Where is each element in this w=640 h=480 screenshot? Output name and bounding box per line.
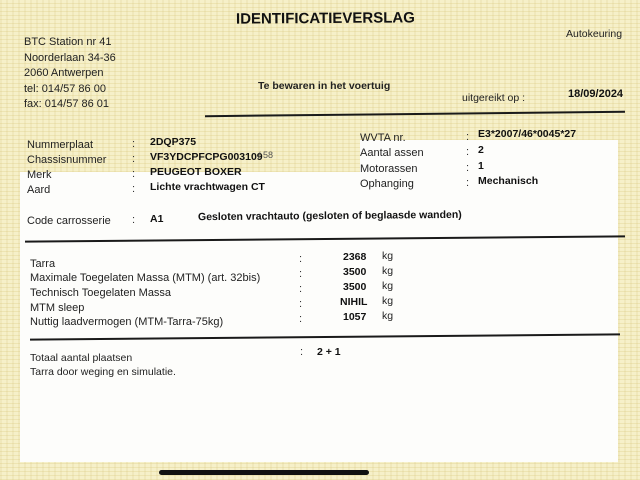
value-brand: PEUGEOT BOXER: [150, 166, 242, 178]
unit-tare: kg: [382, 250, 394, 262]
unit-technical-mass: kg: [382, 280, 394, 292]
colon: :: [299, 253, 303, 265]
value-towing-mass: NIHIL: [340, 296, 368, 308]
value-body-description: Gesloten vrachtauto (gesloten of beglaasde wanden): [197, 208, 462, 224]
value-axles: 2: [478, 144, 484, 156]
label-plate: Nummerplaat: [27, 139, 94, 151]
colon: :: [466, 146, 470, 158]
notice-text: Te bewaren in het voertuig: [258, 80, 391, 92]
colon: :: [132, 138, 136, 150]
issued-label: uitgereikt op :: [462, 92, 526, 104]
label-suspension: Ophanging: [360, 178, 414, 190]
label-kind: Aard: [27, 184, 51, 196]
value-kind: Lichte vrachtwagen CT: [150, 181, 265, 193]
value-drive-axles: 1: [478, 160, 484, 172]
label-payload: Nuttig laadvermogen (MTM-Tarra-75kg): [30, 316, 224, 328]
label-chassis: Chassisnummer: [27, 154, 107, 166]
colon: :: [132, 168, 136, 180]
divider-top: [205, 111, 625, 117]
document-title: IDENTIFICATIEVERSLAG: [235, 9, 415, 28]
label-tare: Tarra: [30, 258, 56, 270]
value-body-code: A1: [150, 213, 164, 225]
footnote-tare-method: Tarra door weging en simulatie.: [30, 366, 176, 378]
value-payload: 1057: [343, 311, 367, 323]
value-mtm: 3500: [343, 266, 367, 278]
home-indicator[interactable]: [159, 470, 369, 475]
value-technical-mass: 3500: [343, 281, 367, 293]
station-tel: tel: 014/57 86 00: [24, 83, 106, 95]
colon: :: [132, 183, 136, 195]
colon: :: [132, 214, 136, 226]
colon: :: [299, 298, 303, 310]
unit-payload: kg: [382, 310, 394, 322]
label-axles: Aantal assen: [360, 147, 424, 159]
label-towing-mass: MTM sleep: [30, 302, 85, 314]
label-wvta: WVTA nr.: [360, 132, 406, 144]
value-suspension: Mechanisch: [478, 175, 539, 187]
label-technical-mass: Technisch Toegelaten Massa: [30, 287, 172, 299]
colon: :: [132, 153, 136, 165]
colon: :: [466, 131, 470, 143]
colon: :: [299, 313, 303, 325]
station-line-1: BTC Station nr 41: [24, 36, 112, 48]
colon: :: [299, 268, 303, 280]
value-plate: 2DQP375: [150, 136, 197, 148]
unit-mtm: kg: [382, 265, 394, 277]
label-mtm: Maximale Toegelaten Massa (MTM) (art. 32bis): [30, 272, 261, 284]
chassis-annotation: / 58: [258, 150, 274, 160]
station-line-3: 2060 Antwerpen: [24, 67, 104, 79]
value-tare: 2368: [343, 251, 367, 263]
unit-towing-mass: kg: [382, 295, 394, 307]
value-chassis: VF3YDCPFCPG003109: [150, 151, 263, 163]
value-seats: 2 + 1: [317, 346, 341, 358]
station-fax: fax: 014/57 86 01: [24, 98, 110, 110]
label-drive-axles: Motorassen: [360, 163, 418, 175]
label-seats: Totaal aantal plaatsen: [30, 352, 133, 364]
colon: :: [299, 283, 303, 295]
colon: :: [466, 177, 470, 189]
label-brand: Merk: [27, 169, 52, 181]
issued-date: 18/09/2024: [568, 88, 624, 100]
label-body-code: Code carrosserie: [27, 215, 111, 227]
colon: :: [466, 162, 470, 174]
value-wvta: E3*2007/46*0045*27: [478, 128, 577, 140]
station-line-2: Noorderlaan 34-36: [24, 52, 116, 64]
colon: :: [300, 346, 304, 358]
inspection-type: Autokeuring: [566, 28, 623, 40]
